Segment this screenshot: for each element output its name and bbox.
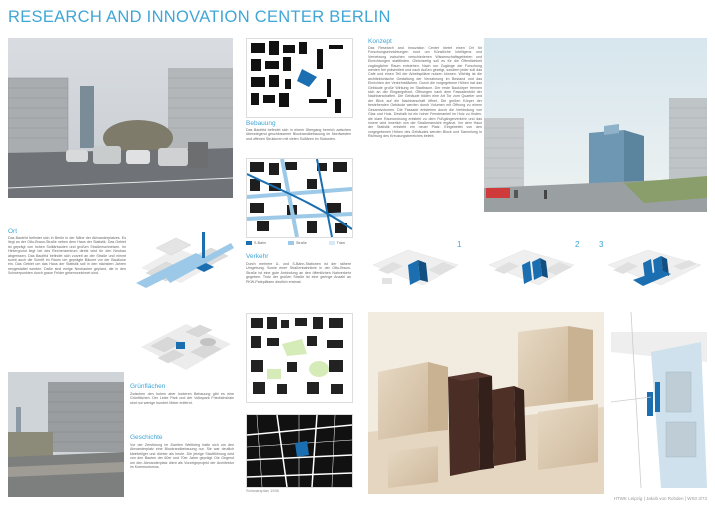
section-heading-verkehr: Verkehr bbox=[246, 253, 269, 260]
street-photo-top bbox=[8, 38, 233, 198]
section-heading-gruenflaechen: Grünflächen bbox=[130, 383, 166, 390]
site-greenspace-axonometric bbox=[136, 312, 234, 382]
concept-diagram-2 bbox=[484, 240, 580, 302]
concept-diagram-1 bbox=[368, 240, 464, 302]
section-text-bebauung: Das Baufeld befindet sich in einem Übergang bereich zwischen überwiegend geschlossener Blockrandbebauung im Nordwesten und offenen Strukturen mit vielen Solitären im Südosten. bbox=[246, 128, 351, 141]
section-text-ort: Das Baufeld befindet sich in Berlin in der Nähe der Alexanderplatzes. Es liegt an der Otto-Braun-Straße neben dem Haus der Statistik. Das Gebiet ist geprägt von hohen Solitärbauten und großen Straßenschneisen. Im Hintergrund liegt bei des Rechenzentrum direkt wird für den Neubau abgerissen. Das Baufeld befindet sich zurzeit an der Straße und nimmt somit auch die Schrift im Raum um geprägte Bäume vor der Baulücke ein. Das Gebiet um das Haus der Statistik soll in den nächsten Jahren neugestaltet werden. Dafür sind einige Neubauten geplant, die in den Schwerpunkten durch graue Felder gekennzeichnet sind. bbox=[8, 236, 126, 276]
legend-item-tram: Tram bbox=[329, 241, 345, 245]
section-text-gruenflaechen: Zwischen den hohen aber lockeren Bebauung gibt es eine Grünflächen. Der Leise Park und der Volkspark Friedrichshain sind nur wenige hundert Meter entfernt. bbox=[130, 392, 234, 405]
section-heading-bebauung: Bebauung bbox=[246, 120, 276, 127]
legend-item-strasse: Straße bbox=[288, 241, 307, 245]
caption-schwarzplan: Schwarzplan 1945 bbox=[246, 488, 279, 493]
section-heading-ort: Ort bbox=[8, 228, 18, 235]
map-figure-ground bbox=[246, 38, 353, 118]
map-legend bbox=[246, 241, 345, 245]
diagram-number-2: 2 bbox=[575, 240, 580, 249]
site-axonometric bbox=[136, 228, 234, 302]
section-text-geschichte: Vor der Zerstörung im Zweiten Weltkrieg hatte sich um den Alexanderplatz eine Blockrandbebauung nur. Sie war deutlich kleinteiliger und dichter als heute. Die jetzige Stadtführung wird von den Bauten der 60er und 70er Jahre geprägt. Die Gegend um den Alexanderplatz dient als Vorzeigeprojekt der Architektur im Kommunismus. bbox=[130, 443, 234, 470]
section-heading-geschichte: Geschichte bbox=[130, 434, 163, 441]
street-photo-bottom bbox=[8, 372, 124, 497]
page-title: RESEARCH AND INNOVATION CENTER BERLIN bbox=[8, 8, 391, 26]
site-plan bbox=[611, 312, 707, 488]
section-text-verkehr: Durch mehrere U- und S-Bahn-Stationen ist der nähere Umgebung. Sowie einer Straßenbahnlinie in der Otto-Braun-Straße ist eine gute Anbindung an den öffentlichen Nahverkehr gegeben. Trotz der großen Straße ist eine geringe Anzahl an PKW-Parkplätzen deutlich erstmal. bbox=[246, 262, 351, 284]
legend-item-sbahn: S-Bahn bbox=[246, 241, 266, 245]
building-rendering bbox=[484, 38, 707, 212]
map-schwarzplan-1945 bbox=[246, 414, 353, 488]
map-transport bbox=[246, 158, 353, 238]
section-heading-konzept: Konzept bbox=[368, 38, 392, 45]
section-text-konzept: Das Research and Innovation Center bietet einen Ort für Forschungseinrichtungen rund um Künstliche Intelligenz und Vernetzung zwischen verschiedenen Wissenschaftsgebieten und Einrichtungen stattfinden. Gleichzeitig soll es für die Öffentlichkeit zugänglicher Raum entstehen. Nach nur Zugänge der Forschung werden frei präsentiert und nach Außen gezeigt, sondern jeder soll das Café und einen Teil der Arbeitsplätze nutzen können. Wichtig ist die architektonische Gestaltung der Verzahnung im Bestand und das Einrichten der Verkehrsflächen. Durch die vorgegebene Höhen hat das Gebäude große Wirkung im Stadtraum. Der erste Baukörper trennen sich an der Eingangsfront. Öffnungen nach dem Fassadenbild der Nachbarschaften. Die Gebäude bilden eine Art Tor zum Quartier und der Blick auf die Nachbarschaft öffnet. Die großen Körper der bestehenden Gebäude werden durch Volumen mit Öffnung zu einem Gesamtvolumen. Die Fassade entstehen durch die Verbindung von Glas und Holz. Deshalb ist ein hoher Fensteranteil im Holz zu finden, die klare Raumordnung entsteht zu dem Fußgängerverkehr und das innere wird innerlich von der Straßenansicht ergänzt. Vor dem Haus der Statistik entsteht ein neuer Platz. Eingebettet von den vorgegebenen Höhen des Gebäudes werden Block und Sammlung in Richtung des Kreuzungsbereiches belebt. bbox=[368, 46, 482, 139]
diagram-number-1: 1 bbox=[457, 240, 462, 249]
diagram-number-3: 3 bbox=[599, 240, 604, 249]
concept-diagram-3 bbox=[603, 240, 707, 302]
footer-credits: HTWK Leipzig | Jakob von Rohden | WS0 3/73 bbox=[613, 496, 707, 501]
model-photo bbox=[368, 312, 604, 494]
map-green bbox=[246, 313, 353, 403]
